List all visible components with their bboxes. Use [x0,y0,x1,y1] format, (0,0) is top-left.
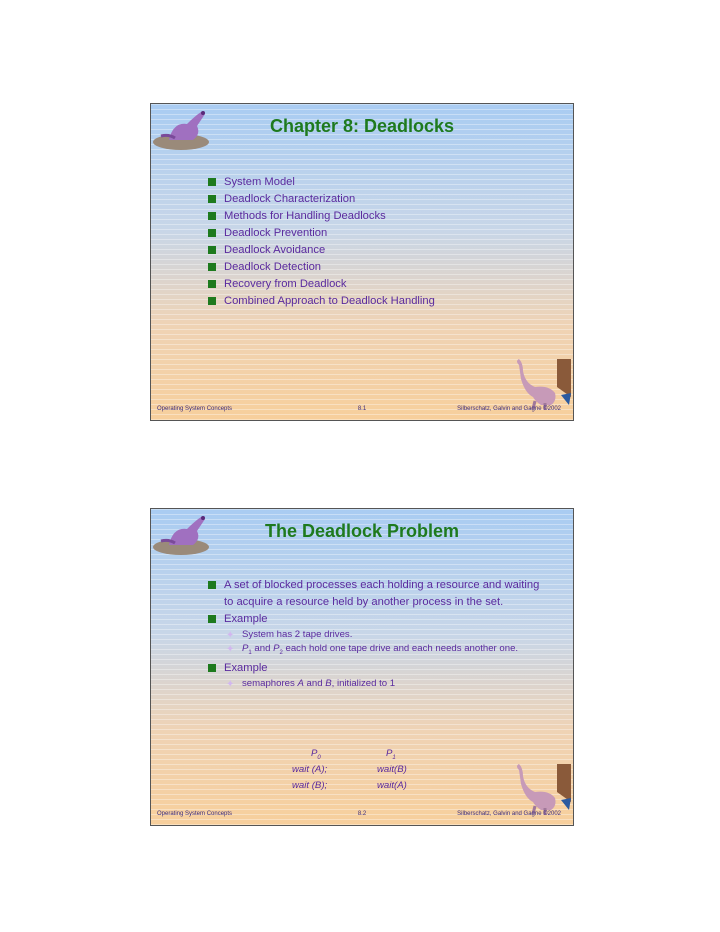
list-item: Recovery from Deadlock [208,276,543,293]
bullet-square-icon [208,280,216,288]
bullet-square-icon [208,615,216,623]
footer-left: Operating System Concepts [157,406,233,412]
process-label-p0: $P_0$ [311,748,321,761]
list-item: Deadlock Prevention [208,225,543,242]
bullet-square-icon [208,178,216,186]
bullet-square-icon [208,297,216,305]
list-item: Methods for Handling Deadlocks [208,208,543,225]
bullet-square-icon [208,263,216,271]
footer-left: Operating System Concepts [157,811,233,817]
sub-item: ✦ semaphores A and B, initialized to 1 [226,677,396,690]
list-item: Example [208,660,543,677]
footer-right: Silberschatz, Galvin and Gagne ©2002 [457,406,561,412]
slide-1 [150,103,574,421]
bullet-square-icon [208,664,216,672]
bullet-square-icon [208,212,216,220]
diamond-bullet-icon: ✦ [226,678,235,690]
slide-footer [151,811,573,821]
diamond-bullet-icon: ✦ [226,643,235,655]
p0-code-line: wait (B); [292,780,328,791]
slide-2 [150,508,574,826]
list-item: Combined Approach to Deadlock Handling [208,293,543,310]
list-item: Example [208,611,543,628]
list-item: Deadlock Avoidance [208,242,543,259]
p1-code-line: wait(A) [377,780,407,791]
list-item: System Model [208,174,543,191]
p1-code-line: wait(B) [377,764,407,775]
footer-right: Silberschatz, Galvin and Gagne ©2002 [457,811,561,817]
slide-footer [151,406,573,416]
dinosaur-icon [511,357,573,412]
slide-title: The Deadlock Problem [264,521,460,541]
bullet-square-icon [208,581,216,589]
list-item: Deadlock Characterization [208,191,543,208]
page-number: 8.1 [357,406,367,412]
p0-code-line: wait (A); [292,764,328,775]
dinosaur-icon [511,762,573,817]
bullet-square-icon [208,229,216,237]
sub-item: ✦ System has 2 tape drives. [226,629,353,641]
bullet-square-icon [208,246,216,254]
slide-title: Chapter 8: Deadlocks [269,116,455,136]
list-item: Deadlock Detection [208,259,543,276]
list-item: A set of blocked processes each holding a resource and waiting to acquire a resource held by another process in the set. [208,577,543,611]
diamond-bullet-icon: ✦ [226,630,235,641]
bullet-square-icon [208,195,216,203]
process-label-p1: $P_1$ [386,748,396,761]
sub-item: ✦ $P_1$ and $P_2$ each hold one tape drive and each needs another one. [226,642,519,656]
page-number: 8.2 [357,811,367,817]
topic-list [208,174,543,310]
content-list [208,577,543,690]
